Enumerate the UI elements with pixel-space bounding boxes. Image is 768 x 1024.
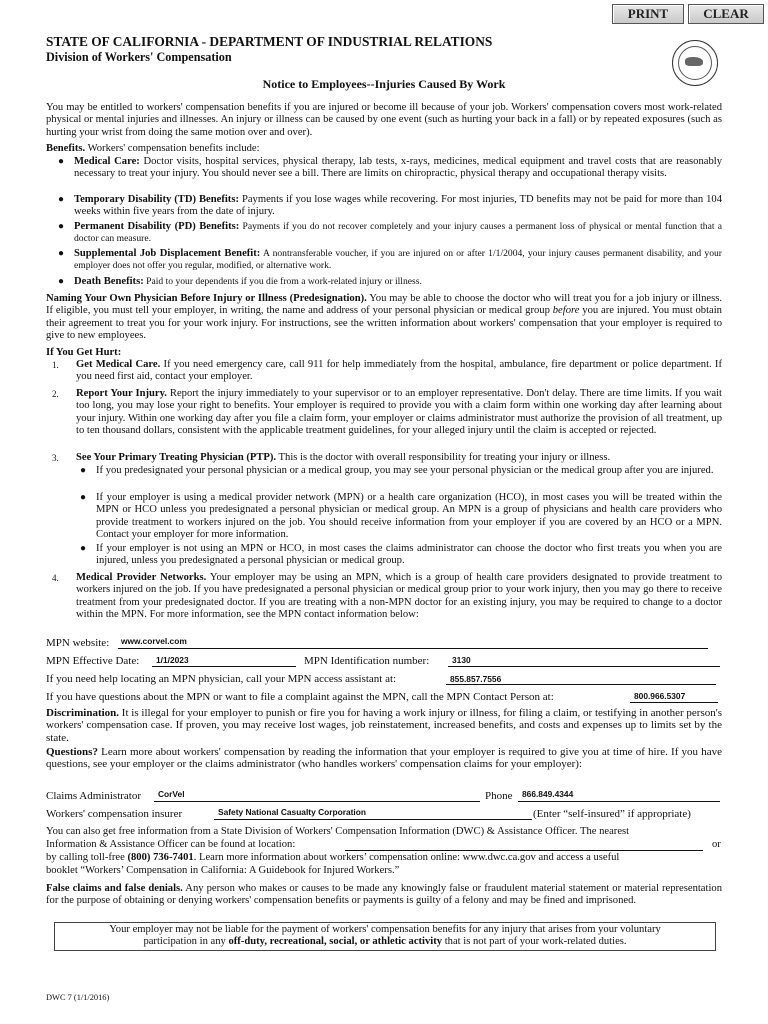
claims-phone-field[interactable]: 866.849.4344 <box>522 789 574 799</box>
benefit-item-td: ● Temporary Disability (TD) Benefits: Payments if you lose wages while recovering. For most injuries, TD benefits may not be paid for more than 104 weeks within five years from the date of injury. <box>58 194 722 218</box>
claims-phone-label: Phone <box>485 790 513 802</box>
dwc-line-2: Information & Assistance Officer can be found at location: <box>46 839 296 850</box>
predesignation-paragraph: Naming Your Own Physician Before Injury or Illness (Predesignation). You may be able to choose the doctor who will treat you for a job injury or illness. If eligible, you must tell your employer, in writing, the name and address of your personal physician or medical group before you are injured. You must obtain their agreement to treat you for your work injury. For instructions, see the written information about workers' compensation that your employer is required to give to new employees. <box>46 293 722 342</box>
ptp-bullet-1: ● If you predesignated your personal physician or a medical group, you may see your personal physician or the medical group after you are injured. <box>80 465 714 476</box>
mpn-contact-label: If you have questions about the MPN or want to file a complaint against the MPN, call the MPN Contact Person at: <box>46 691 554 703</box>
false-claims-paragraph: False claims and false denials. Any person who makes or causes to be made any knowingly false or fraudulent material statement or material representation for the purpose of obtaining or denying workers' compensation benefits or payments is guilty of a felony and may be fined and imprisoned. <box>46 883 722 907</box>
mpn-id-field[interactable]: 3130 <box>452 655 471 665</box>
discrimination-paragraph: Discrimination. It is illegal for your employer to punish or fire you for having a work injury or illness, for filing a claim, or testifying in another person's workers' compensation case. If proven, you may receive lost wages, job reinstatement, increased benefits, and costs and expenses up to limits set by the state. <box>46 707 722 744</box>
page-title: Notice to Employees--Injuries Caused By Work <box>262 77 506 91</box>
print-button[interactable]: PRINT <box>612 4 684 24</box>
ptp-bullet-2: ● If your employer is using a medical provider network (MPN) or a health care organization (HCO), in most cases you will be treated within the MPN or HCO unless you predesignated a personal physician or medical group. An MPN is a group of physicians and health care providers who provide treatment to workers injured on the job. You should receive information from your employer if you are covered by an HCO or a MPN. Contact your employer for more information. <box>80 492 722 541</box>
mpn-access-label: If you need help locating an MPN physician, call your MPN access assistant at: <box>46 673 397 685</box>
clear-button[interactable]: CLEAR <box>688 4 764 24</box>
insurer-label: Workers' compensation insurer <box>46 808 183 820</box>
division-heading: Division of Workers' Compensation <box>46 50 232 64</box>
hurt-step-1: 1. Get Medical Care. If you need emergency care, call 911 for help immediately from the hospital, ambulance, fire department or police department. If you need first aid, contact your employer. <box>52 359 722 383</box>
benefit-item-sjdb: ● Supplemental Job Displacement Benefit: A nontransferable voucher, if you are injured on or after 1/1/2004, your injury causes permanent disability, and your employer does not offer you regular, modified, or alternative work. <box>58 248 723 272</box>
agency-heading: STATE OF CALIFORNIA - DEPARTMENT OF INDUSTRIAL RELATIONS <box>46 34 493 49</box>
hurt-step-2: 2. Report Your Injury. Report the injury immediately to your supervisor or to an employer representative. Don't delay. There are time limits. If you wait too long, you may lose your right to benefits. Your employer is required to provide you with a claim form within one working day after learning about your injury. Within one working day after you file a claim form, your employer or claims administrator must authorize the provision of all treatment, up to ten thousand dollars, consistent with the applicable treatment guidelines, for your alleged injury until the claim is accepted or rejected. <box>52 388 722 437</box>
mpn-contact-field[interactable]: 800.966.5307 <box>634 691 686 701</box>
benefit-item-pd: ● Permanent Disability (PD) Benefits: Payments if you do not recover completely and your injury causes a permanent loss of physical or mental function that a doctor can measure. <box>58 221 723 245</box>
benefits-intro: Benefits. Workers' compensation benefits include: <box>46 143 260 154</box>
dwc-line-4: booklet “Workers’ Compensation in California: A Guidebook for Injured Workers.” <box>46 865 400 876</box>
benefit-item-medical: ● Medical Care: Doctor visits, hospital services, physical therapy, lab tests, x-rays, medicines, medical equipment and travel costs that are reasonably necessary to treat your injury. You should never see a bill. There are limits on chiropractic, physical therapy and occupational therapy visits. <box>58 156 722 180</box>
voluntary-activity-notice: Your employer may not be liable for the payment of workers' compensation benefits for any injury that arises from your voluntary participation in any off-duty, recreational, social, or athletic activity that is not part of your work-related duties. <box>54 922 716 951</box>
mpn-id-label: MPN Identification number: <box>304 655 430 667</box>
mpn-access-field[interactable]: 855.857.7556 <box>450 674 502 684</box>
insurer-note: (Enter “self-insured” if appropriate) <box>533 808 691 820</box>
hurt-heading: If You Get Hurt: <box>46 347 122 358</box>
mpn-effective-date-field[interactable]: 1/1/2023 <box>156 655 189 665</box>
claims-admin-label: Claims Administrator <box>46 790 142 802</box>
intro-paragraph: You may be entitled to workers' compensation benefits if you are injured or become ill because of your job. Workers' compensation covers most work-related physical or mental injuries and illnesses. An injury or illness can be caused by one event (such as hurting your back in a fall) or by repeated exposures (such as hurting your wrist from doing the same motion over and over). <box>46 102 722 138</box>
mpn-website-label: MPN website: <box>46 637 110 649</box>
dwc-or: or <box>712 839 721 850</box>
questions-paragraph: Questions? Learn more about workers' compensation by reading the information that your employer is required to give you at time of hire. If you have questions, see your employer or the claims administrator (who handles workers' compensation claims for your employer): <box>46 746 722 771</box>
mpn-effective-date-label: MPN Effective Date: <box>46 655 140 667</box>
insurer-field[interactable]: Safety National Casualty Corporation <box>218 807 366 817</box>
hurt-step-4: 4. Medical Provider Networks. Your employer may be using an MPN, which is a group of health care providers designated to provide treatment to workers injured on the job. If you have predesignated a personal physician or medical group prior to your work injury, then you may go there to receive treatment from your predesignated doctor. If you are treating with a non-MPN doctor for an existing injury, you may be required to change to a doctor within the MPN. For more information, see the MPN contact information below: <box>52 572 723 621</box>
mpn-website-field[interactable]: www.corvel.com <box>121 636 187 646</box>
dwc-line-1: You can also get free information from a State Division of Workers' Compensation Information (DWC) & Assistance Officer. The nearest <box>46 826 630 837</box>
ptp-bullet-3: ● If your employer is not using an MPN or HCO, in most cases the claims administrator can choose the doctor who first treats you when you are injured, unless you predesignated a personal physician or medical group. <box>80 543 722 567</box>
dwc-line-3: by calling toll-free (800) 736-7401. Learn more information about workers’ compensation online: www.dwc.ca.gov and access a useful <box>46 852 620 863</box>
form-footer-code: DWC 7 (1/1/2016) <box>46 993 110 1002</box>
hurt-step-3: 3. See Your Primary Treating Physician (PTP). This is the doctor with overall responsibility for treating your injury or illness. <box>52 452 611 463</box>
benefit-item-death: ● Death Benefits: Paid to your dependents if you die from a work-related injury or illness. <box>58 276 422 287</box>
claims-admin-field[interactable]: CorVel <box>158 789 185 799</box>
